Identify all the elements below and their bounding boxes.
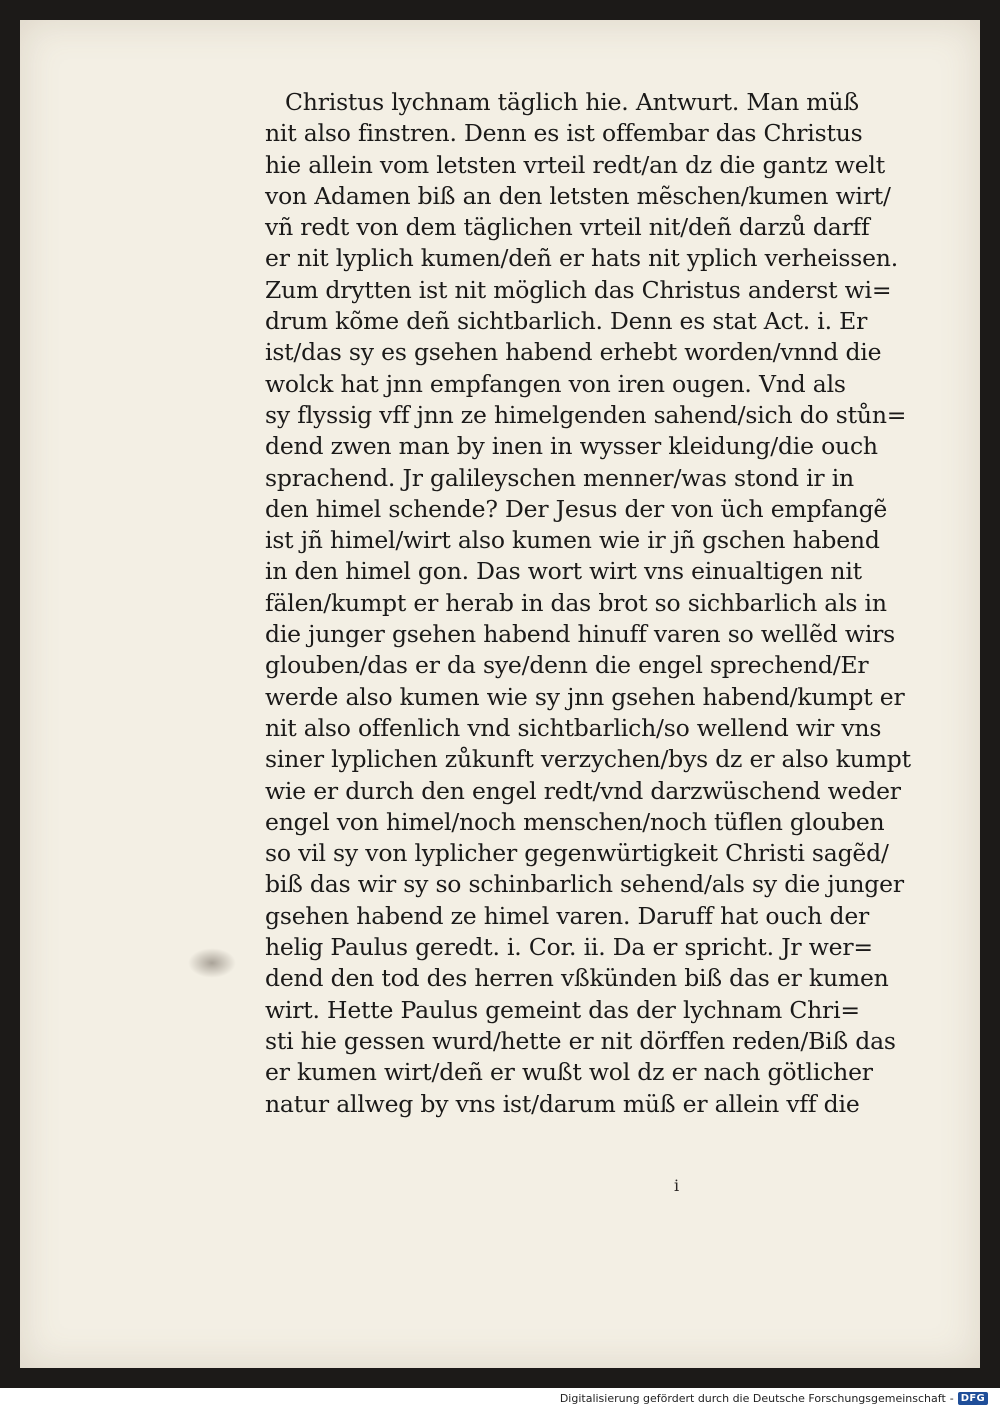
dfg-logo: DFG — [958, 1392, 988, 1405]
text-line: helig Paulus geredt. i. Cor. ii. Da er spricht. Jr wer= — [265, 933, 873, 962]
page-text — [265, 87, 985, 1120]
text-line: biß das wir sy so schinbarlich sehend/als sy die junger — [265, 870, 904, 899]
text-line: werde also kumen wie sy jnn gsehen habend/kumpt er — [265, 682, 905, 711]
text-line: drum kõme deñ sichtbarlich. Denn es stat Act. i. Er — [265, 307, 868, 336]
text-line: Zum drytten ist nit möglich das Christus anderst wi= — [265, 275, 892, 304]
text-line: engel von himel/noch menschen/noch tüflen glouben — [265, 807, 885, 836]
text-line: er nit lyplich kumen/deñ er hats nit yplich verheissen. — [265, 244, 899, 273]
ink-smudge — [188, 948, 236, 978]
text-line: ist jñ himel/wirt also kumen wie ir jñ gschen habend — [265, 526, 880, 555]
text-line: dend den tod des herren vßkünden biß das er kumen — [265, 964, 889, 993]
text-line: er kumen wirt/deñ er wußt wol dz er nach götlicher — [265, 1058, 873, 1087]
text-line: wolck hat jnn empfangen von iren ougen. Vnd als — [265, 369, 846, 398]
text-line: fälen/kumpt er herab in das brot so sichbarlich als in — [265, 588, 887, 617]
text-line: ist/das sy es gsehen habend erhebt worden/vnnd die — [265, 338, 882, 367]
text-line: wie er durch den engel redt/vnd darzwüschend weder — [265, 776, 901, 805]
footer-credit: Digitalisierung gefördert durch die Deutsche Forschungsgemeinschaft — [559, 1391, 946, 1405]
text-line: den himel schende? Der Jesus der von üch empfangẽ — [265, 494, 888, 523]
text-line: von Adamen biß an den letsten mẽschen/kumen wirt/ — [265, 181, 891, 210]
text-line: dend zwen man by inen in wysser kleidung/die ouch — [265, 432, 878, 461]
text-line: glouben/das er da sye/denn die engel sprechend/Er — [265, 651, 869, 680]
text-line: siner lyplichen zůkunft verzychen/bys dz er also kumpt — [265, 745, 911, 774]
page-mark: i — [674, 1176, 680, 1195]
text-line: vñ redt von dem täglichen vrteil nit/deñ darzů darff — [265, 213, 870, 242]
text-line: gsehen habend ze himel varen. Daruff hat ouch der — [265, 901, 870, 930]
text-line: natur allweg by vns ist/darum müß er allein vff die — [265, 1089, 860, 1118]
book-page — [20, 20, 980, 1368]
text-line: Christus lychnam täglich hie. Antwurt. Man müß — [285, 88, 859, 116]
text-line: in den himel gon. Das wort wirt vns einualtigen nit — [265, 557, 862, 586]
footer-bar — [0, 1388, 1000, 1408]
text-line: die junger gsehen habend hinuff varen so wellẽd wirs — [265, 620, 896, 649]
text-line: sy flyssig vff jnn ze himelgenden sahend/sich do stůn= — [265, 400, 907, 429]
footer-separator: - — [949, 1391, 954, 1405]
text-line: so vil sy von lyplicher gegenwürtigkeit Christi sagẽd/ — [265, 839, 889, 868]
text-line: sprachend. Jr galileyschen menner/was stond ir in — [265, 463, 854, 492]
text-line: sti hie gessen wurd/hette er nit dörffen reden/Biß das — [265, 1026, 896, 1055]
text-line: wirt. Hette Paulus gemeint das der lychnam Chri= — [265, 995, 860, 1024]
text-line: nit also finstren. Denn es ist offembar das Christus — [265, 119, 863, 148]
text-line: nit also offenlich vnd sichtbarlich/so wellend wir vns — [265, 713, 882, 742]
text-line: hie allein vom letsten vrteil redt/an dz die gantz welt — [265, 150, 885, 179]
